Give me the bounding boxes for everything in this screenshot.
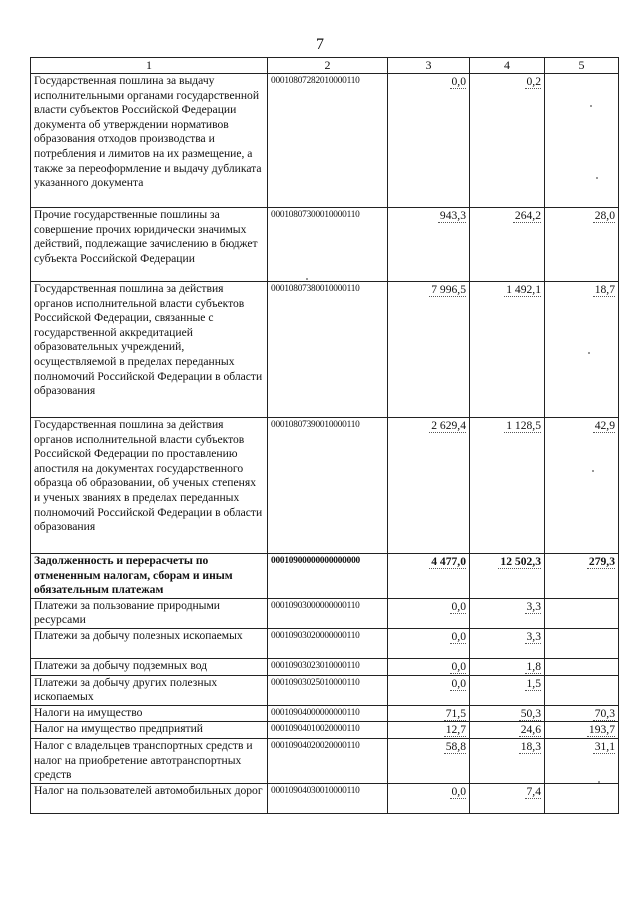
value-col5 [545,738,619,783]
cell-value: 0,0 [451,659,466,673]
cell-value: 264,2 [514,209,541,222]
row-name: Государственная пошлина за действия органов исполнительной власти субъектов Российской Федерации, связанные с государственной аккредитацией образовательных учреждений, осуществляемой в пределах переданных полномочий Российской Федерации в области образования [31,282,268,418]
scan-speck [588,352,590,354]
row-name: Платежи за пользование природными ресурсами [31,598,268,628]
value-col4 [470,208,545,282]
row-name: Прочие государственные пошлины за совершение прочих юридически значимых действий, подлежащие зачислению в бюджет субъекта Российской Федерации [31,208,268,282]
budget-table [30,57,619,814]
column-header: 2 [268,58,388,74]
value-col5 [545,554,619,599]
cell-value: 0,0 [451,599,466,613]
column-header: 1 [31,58,268,74]
cell-value: 31,1 [594,739,615,753]
cell-value: 7 996,5 [431,283,466,296]
column-header: 5 [545,58,619,74]
value-col4 [470,675,545,705]
row-code: 00010807300010000110 [268,208,388,282]
cell-value: 18,3 [520,739,541,753]
value-col4 [470,554,545,599]
cell-value: 943,3 [439,209,466,222]
cell-value: 1,5 [526,676,541,690]
row-code: 00010904030010000110 [268,783,388,813]
value-col3 [388,675,470,705]
value-col3 [388,722,470,739]
value-col5 [545,628,619,658]
value-col4 [470,418,545,554]
value-col5 [545,675,619,705]
value-col5 [545,74,619,208]
value-col4 [470,658,545,675]
value-col4 [470,598,545,628]
value-col4 [470,74,545,208]
value-col5 [545,418,619,554]
cell-value: 58,8 [445,739,466,753]
table-row [31,74,619,208]
row-code: 00010904020020000110 [268,738,388,783]
page-number: 7 [316,36,324,53]
cell-value: 193,7 [588,723,615,737]
cell-value: 0,0 [451,784,466,798]
cell-value: 1 492,1 [506,283,541,296]
row-code: 00010807390010000110 [268,418,388,554]
cell-value: 24,6 [520,723,541,737]
row-code: 00010903023010000110 [268,658,388,675]
value-col5 [545,208,619,282]
row-code: 00010903025010000110 [268,675,388,705]
value-col3 [388,554,470,599]
table-row [31,208,619,282]
row-code: 00010900000000000000 [268,554,388,599]
value-col4 [470,722,545,739]
value-col4 [470,628,545,658]
value-col5 [545,705,619,722]
value-col3 [388,418,470,554]
cell-value: 1 128,5 [506,419,541,432]
value-col5 [545,783,619,813]
cell-value: 71,5 [445,706,466,720]
value-col3 [388,598,470,628]
row-name: Платежи за добычу полезных ископаемых [31,628,268,658]
cell-value: 279,3 [588,555,615,568]
cell-value: 12,7 [445,723,466,737]
table-row [31,418,619,554]
cell-value: 7,4 [526,784,541,798]
cell-value: 1,8 [526,659,541,673]
value-col5 [545,658,619,675]
value-col4 [470,783,545,813]
cell-value: 0,0 [451,75,466,88]
table-row [31,675,619,705]
cell-value: 42,9 [594,419,615,432]
scan-speck [598,781,600,783]
row-code: 00010807380010000110 [268,282,388,418]
column-header: 4 [470,58,545,74]
cell-value: 50,3 [520,706,541,720]
cell-value: 12 502,3 [500,555,541,568]
table-row [31,628,619,658]
cell-value: 2 629,4 [431,419,466,432]
row-name: Государственная пошлина за действия органов исполнительной власти субъектов Российской Федерации по проставлению апостиля на документах государственного образца об образовании, об ученых степенях и ученых званиях в пределах переданных полномочий Российской Федерации в области образования [31,418,268,554]
value-col3 [388,783,470,813]
value-col3 [388,628,470,658]
row-name: Платежи за добычу подземных вод [31,658,268,675]
scan-speck [590,105,592,107]
row-code: 00010807282010000110 [268,74,388,208]
scan-speck [592,470,594,472]
column-header: 3 [388,58,470,74]
table-row [31,705,619,722]
cell-value: 28,0 [594,209,615,222]
table-row [31,554,619,599]
cell-value: 18,7 [594,283,615,296]
table-row [31,598,619,628]
scan-speck [306,278,308,280]
value-col3 [388,738,470,783]
value-col3 [388,282,470,418]
cell-value: 4 477,0 [431,555,466,568]
row-name: Налог на пользователей автомобильных дорог [31,783,268,813]
table-header-row [31,58,619,74]
cell-value: 3,3 [526,599,541,613]
value-col4 [470,738,545,783]
table-row [31,282,619,418]
cell-value: 70,3 [594,706,615,720]
table-row [31,658,619,675]
table-row [31,783,619,813]
row-code: 00010904010020000110 [268,722,388,739]
value-col5 [545,722,619,739]
table-row [31,738,619,783]
table-row [31,722,619,739]
row-name: Государственная пошлина за выдачу исполнительными органами государственной власти субъектов Российской Федерации документа об утверждении нормативов образования отходов производства и потребления и лимитов на их размещение, а также за переоформление и выдачу дубликата указанного документа [31,74,268,208]
value-col4 [470,705,545,722]
row-name: Задолженность и перерасчеты по отмененным налогам, сборам и иным обязательным платежам [31,554,268,599]
value-col3 [388,658,470,675]
value-col3 [388,705,470,722]
value-col3 [388,74,470,208]
row-name: Налог с владельцев транспортных средств и налог на приобретение автотранспортных средств [31,738,268,783]
value-col5 [545,282,619,418]
scan-speck [596,177,598,179]
row-code: 00010903000000000110 [268,598,388,628]
row-code: 00010903020000000110 [268,628,388,658]
cell-value: 0,2 [526,75,541,88]
value-col3 [388,208,470,282]
row-name: Налог на имущество предприятий [31,722,268,739]
cell-value: 0,0 [451,629,466,643]
row-code: 00010904000000000110 [268,705,388,722]
cell-value: 3,3 [526,629,541,643]
row-name: Платежи за добычу других полезных ископаемых [31,675,268,705]
cell-value: 0,0 [451,676,466,690]
row-name: Налоги на имущество [31,705,268,722]
value-col5 [545,598,619,628]
value-col4 [470,282,545,418]
